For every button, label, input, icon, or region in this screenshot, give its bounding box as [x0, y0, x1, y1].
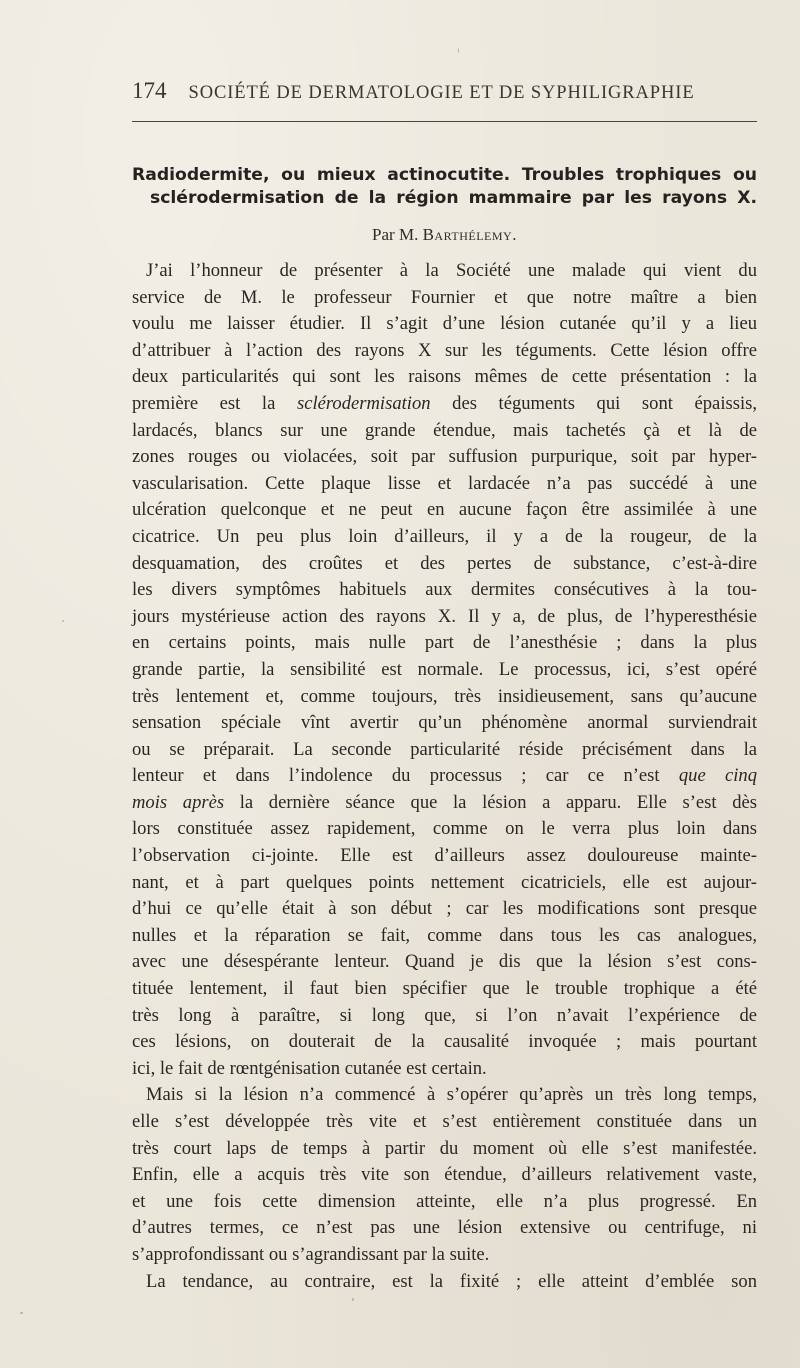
- body-line: elle s’est développée très vite et s’est entièrement constituée dans un: [132, 1111, 757, 1132]
- page-number: 174: [132, 78, 167, 103]
- body-line: ici, le fait de rœntgénisation cutanée est certain.: [132, 1057, 487, 1079]
- body-line: Enfin, elle a acquis très vite son étendue, d’ailleurs relativement vaste,: [132, 1164, 757, 1186]
- body-line-italic: que cinq: [678, 765, 757, 787]
- body-line: La tendance, au contraire, est la fixité ; elle atteint d’emblée son: [146, 1270, 757, 1292]
- body-line: et une fois cette dimension atteinte, elle n’a plus progressé. En: [132, 1190, 757, 1212]
- paper-speck: [20, 1312, 23, 1314]
- body-line: lors constituée assez rapidement, comme on le verra plus loin dans: [132, 818, 757, 840]
- body-line: deux particularités qui sont les raisons mêmes de cette présentation : la: [132, 366, 757, 388]
- body-line: très lentement et, comme toujours, très insidieusement, sans qu’aucune: [132, 685, 757, 707]
- body-line: ces lésions, on douterait de la causalité invoquée ; mais pourtant: [132, 1031, 757, 1053]
- body-line: très court laps de temps à partir du moment où elle s’est manifestée.: [132, 1137, 757, 1159]
- body-line: ou se préparait. La seconde particularité réside précisément dans la: [132, 738, 757, 760]
- body-line: grande partie, la sensibilité est normale. Le processus, ici, s’est opéré: [132, 658, 757, 680]
- body-line: nulles et la réparation se fait, comme dans tous les cas analogues,: [132, 924, 757, 946]
- body-line: d’attribuer à l’action des rayons X sur les téguments. Cette lésion offre: [132, 339, 757, 361]
- body-line: jours mystérieuse action des rayons X. Il y a, de plus, de l’hyperesthésie: [132, 605, 757, 627]
- paper-speck: [62, 620, 64, 622]
- body-line: d’autres termes, ce n’est pas une lésion extensive ou centrifuge, ni: [132, 1217, 757, 1239]
- body-line: d’hui ce qu’elle était à son début ; car les modifications sont presque: [132, 898, 757, 920]
- article-title-line: Radiodermite, ou mieux actinocutite. Troubles trophiques ou: [132, 165, 757, 185]
- body-line: nant, et à part quelques points nettement cicatriciels, elle est aujour-: [132, 871, 757, 893]
- body-line: l’observation ci-jointe. Elle est d’ailleurs assez douloureuse mainte-: [132, 845, 757, 867]
- body-line: zones rouges ou violacées, soit par suffusion purpurique, soit par hyper-: [132, 446, 757, 468]
- body-line-text: la dernière séance que la lésion a apparu. Elle s’est dès: [224, 791, 757, 813]
- paper-speck: [352, 1298, 354, 1301]
- body-line: desquamation, des croûtes et des pertes de substance, c’est-à-dire: [132, 552, 757, 574]
- body-line: cicatrice. Un peu plus loin d’ailleurs, il y a de la rougeur, de la: [132, 525, 757, 547]
- body-line: très long à paraître, si long que, si l’on n’avait l’expérience de: [132, 1004, 757, 1026]
- body-line: service de M. le professeur Fournier et que notre maître a bien: [132, 286, 757, 308]
- body-line-italic: mois après: [132, 791, 225, 813]
- body-line-text: première est la: [132, 392, 297, 414]
- body-line-italic: sclérodermisation: [296, 392, 431, 414]
- body-line: s’approfondissant ou s’agrandissant par la suite.: [132, 1243, 490, 1265]
- header-rule: [132, 121, 757, 122]
- body-line: lardacés, blancs sur une grande étendue, mais tachetés çà et là de: [132, 419, 757, 441]
- body-line: sensation spéciale vînt avertir qu’un phénomène anormal surviendrait: [132, 712, 757, 734]
- body-line: en certains points, mais nulle part de l’anesthésie ; dans la plus: [132, 632, 757, 654]
- body-line: voulu me laisser étudier. Il s’agit d’une lésion cutanée qu’il y a lieu: [132, 313, 757, 335]
- article-title-line: sclérodermisation de la région mammaire par les rayons X.: [150, 188, 757, 208]
- byline: [132, 225, 757, 245]
- running-title: SOCIÉTÉ DE DERMATOLOGIE ET DE SYPHILIGRAPHIE: [188, 83, 695, 103]
- byline-prefix: Par M.: [372, 225, 419, 244]
- body-line: tituée lentement, il faut bien spécifier que le trouble trophique a été: [132, 978, 757, 1000]
- body-line: [132, 790, 757, 817]
- article-title: [132, 164, 757, 210]
- running-head: [132, 78, 757, 118]
- body-line: J’ai l’honneur de présenter à la Société une malade qui vient du: [146, 260, 757, 281]
- body-line: vascularisation. Cette plaque lisse et lardacée n’a pas succédé à une: [132, 472, 757, 494]
- body-line: [132, 391, 757, 418]
- paper-speck: [458, 48, 459, 53]
- body-text: [132, 258, 757, 1295]
- body-line-text: des téguments qui sont épaissis,: [430, 392, 758, 414]
- body-line: avec une désespérante lenteur. Quand je dis que la lésion s’est cons-: [132, 951, 757, 973]
- body-line: [132, 763, 757, 790]
- body-line: ulcération quelconque et ne peut en aucune façon être assimilée à une: [132, 499, 757, 521]
- byline-author: Barthélemy.: [422, 225, 517, 244]
- body-line: Mais si la lésion n’a commencé à s’opérer qu’après un très long temps,: [146, 1084, 757, 1106]
- body-line: les divers symptômes habituels aux dermites consécutives à la tou-: [132, 579, 757, 601]
- body-line-text: lenteur et dans l’indolence du processus ; car ce n’est: [132, 765, 679, 787]
